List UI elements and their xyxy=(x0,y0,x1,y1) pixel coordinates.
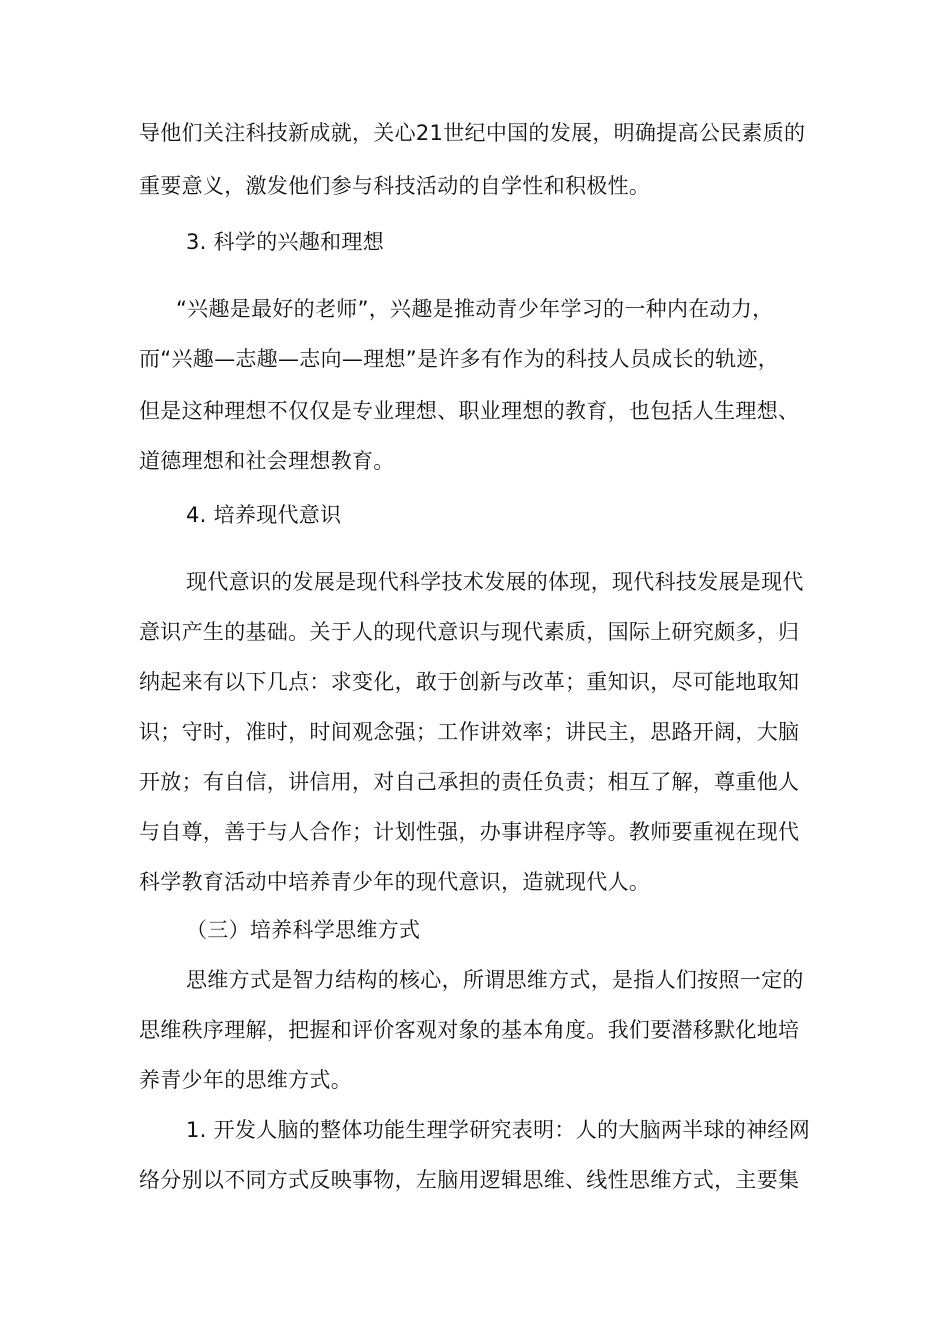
text-line: 络分别以不同方式反映事物，左脑用逻辑思维、线性思维方式，主要集 xyxy=(139,1168,800,1192)
text-line: 思维方式是智力结构的核心，所谓思维方式，是指人们按照一定的 xyxy=(186,968,804,992)
text-line: 但是这种理想不仅仅是专业理想、职业理想的教育，也包括人生理想、 xyxy=(139,399,800,423)
text-line: 而“兴趣—志趣—志向—理想”是许多有作为的科技人员成长的轨迹， xyxy=(139,347,780,371)
text-line: 道德理想和社会理想教育。 xyxy=(139,449,395,473)
text-line: 与自尊，善于与人合作；计划性强，办事讲程序等。教师要重视在现代 xyxy=(139,820,800,844)
text-line: 识；守时，准时，时间观念强；工作讲效率；讲民主，思路开阔，大脑 xyxy=(139,720,800,744)
section-heading: 3. 科学的兴趣和理想 xyxy=(186,230,385,254)
text-line: 现代意识的发展是现代科学技术发展的体现，现代科技发展是现代 xyxy=(186,570,804,594)
section-heading: 4. 培养现代意识 xyxy=(186,503,342,527)
text-line: 思维秩序理解，把握和评价客观对象的基本角度。我们要潜移默化地培 xyxy=(139,1018,800,1042)
text-line: 重要意义，激发他们参与科技活动的自学性和积极性。 xyxy=(139,174,651,198)
text-line: 意识产生的基础。关于人的现代意识与现代素质，国际上研究颇多，归 xyxy=(139,620,800,644)
section-heading: （三）培养科学思维方式 xyxy=(186,918,421,942)
text-line: 科学教育活动中培养青少年的现代意识，造就现代人。 xyxy=(139,870,651,894)
text-line: 导他们关注科技新成就，关心21世纪中国的发展，明确提高公民素质的 xyxy=(139,121,806,145)
text-line: 开放；有自信，讲信用，对自己承担的责任负责；相互了解，尊重他人 xyxy=(139,770,800,794)
text-line: 1. 开发人脑的整体功能生理学研究表明：人的大脑两半球的神经网 xyxy=(186,1118,811,1142)
text-line: 纳起来有以下几点：求变化，敢于创新与改革；重知识，尽可能地取知 xyxy=(139,670,800,694)
text-line: 养青少年的思维方式。 xyxy=(139,1068,352,1092)
text-line: “兴趣是最好的老师”，兴趣是推动青少年学习的一种内在动力， xyxy=(176,297,774,321)
